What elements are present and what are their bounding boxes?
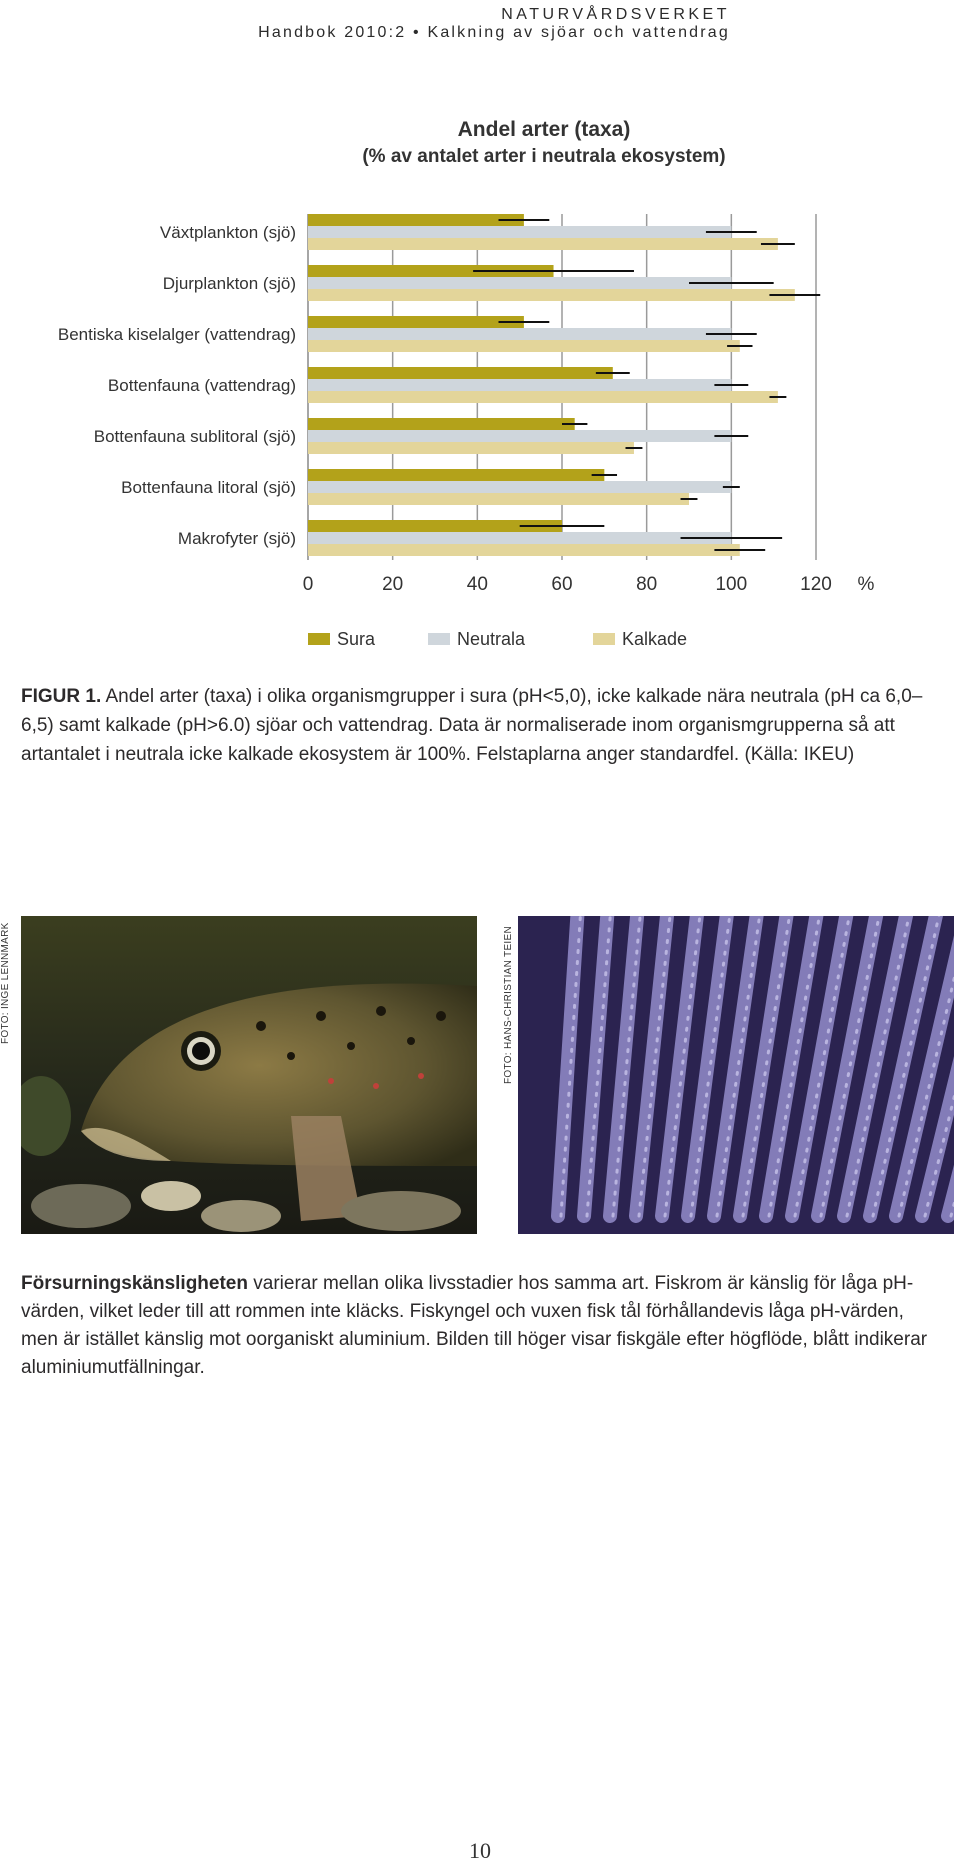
- legend-swatch-2: [593, 633, 615, 645]
- x-tick-5: 100: [715, 574, 748, 595]
- category-label-0: Växtplankton (sjö): [159, 223, 296, 242]
- bar-5-0: [308, 469, 604, 481]
- x-tick-2: 40: [466, 574, 488, 595]
- body-text: varierar mellan olika livsstadier hos samma art. Fiskrom är känslig för låga pH-värden, vilket leder till att rommen inte kläcks. Fiskyngel och vuxen fisk tål förhållandevis låga pH-värden, men är istället känslig mot oorganiskt aluminium. Bilden till höger visar fiskgäle efter högflöde, blått indikerar aluminiumutfällningar.: [21, 1273, 928, 1378]
- photo-credit-left: FOTO: INGE LENNMARK: [0, 922, 11, 1044]
- bar-4-1: [308, 430, 731, 442]
- legend-label-2: Kalkade: [622, 629, 688, 649]
- header-organization: NATURVÅRDSVERKET: [501, 6, 730, 23]
- bar-4-2: [308, 442, 634, 454]
- x-tick-labels: [303, 574, 832, 595]
- bar-5-2: [308, 493, 689, 505]
- page-number: 10: [469, 1838, 491, 1863]
- bar-5-1: [308, 481, 731, 493]
- legend-swatch-1: [428, 633, 450, 645]
- x-tick-1: 20: [382, 574, 404, 595]
- category-label-2: Bentiska kiselalger (vattendrag): [57, 325, 296, 344]
- chart-subtitle: (% av antalet arter i neutrala ekosystem): [362, 146, 726, 167]
- category-label-3: Bottenfauna (vattendrag): [107, 376, 296, 395]
- category-labels: [58, 223, 296, 548]
- bar-3-0: [308, 367, 613, 379]
- bar-2-0: [308, 316, 524, 328]
- x-tick-4: 80: [636, 574, 658, 595]
- bar-4-0: [308, 418, 575, 430]
- category-label-4: Bottenfauna sublitoral (sjö): [93, 427, 296, 446]
- trout-photo: [21, 916, 477, 1234]
- bar-3-1: [308, 379, 731, 391]
- category-label-5: Bottenfauna litoral (sjö): [121, 478, 296, 497]
- bar-1-2: [308, 289, 795, 301]
- bar-1-1: [308, 277, 731, 289]
- body-paragraph: [21, 1270, 941, 1382]
- chart-title: Andel arter (taxa): [457, 118, 631, 141]
- bar-chart: [0, 105, 960, 655]
- bar-2-2: [308, 340, 740, 352]
- chart-bars: [308, 214, 820, 556]
- caption-label: FIGUR 1.: [21, 686, 102, 707]
- caption-text: Andel arter (taxa) i olika organismgrupper i sura (pH<5,0), icke kalkade nära neutrala (pH ca 6,0–6,5) samt kalkade (pH>6.0) sjöar och vattendrag. Data är normaliserade inom organismgrupperna så att artantalet i neutrala icke kalkade ekosystem är 100%. Felstaplarna anger standardfel. (Källa: IKEU): [21, 686, 923, 765]
- x-unit-label: %: [857, 574, 875, 595]
- bar-6-2: [308, 544, 740, 556]
- x-tick-3: 60: [551, 574, 573, 595]
- category-label-1: Djurplankton (sjö): [162, 274, 296, 293]
- category-label-6: Makrofyter (sjö): [177, 529, 296, 548]
- legend-label-1: Neutrala: [457, 629, 526, 649]
- fish-gill-photo: [518, 916, 954, 1234]
- figure-caption: [21, 682, 941, 769]
- header-subtitle: Handbok 2010:2 • Kalkning av sjöar och vattendrag: [258, 24, 730, 41]
- body-lead: Försurningskänsligheten: [21, 1273, 248, 1294]
- photo-credit-right: FOTO: HANS-CHRISTIAN TEIEN: [503, 926, 514, 1084]
- bar-0-1: [308, 226, 731, 238]
- bar-2-1: [308, 328, 731, 340]
- x-tick-6: 120: [800, 574, 832, 595]
- bar-3-2: [308, 391, 778, 403]
- x-tick-0: 0: [302, 574, 314, 595]
- bar-6-1: [308, 532, 731, 544]
- legend-label-0: Sura: [337, 629, 376, 649]
- bar-0-0: [308, 214, 524, 226]
- legend-swatch-0: [308, 633, 330, 645]
- bar-0-2: [308, 238, 778, 250]
- chart-legend: [308, 629, 687, 649]
